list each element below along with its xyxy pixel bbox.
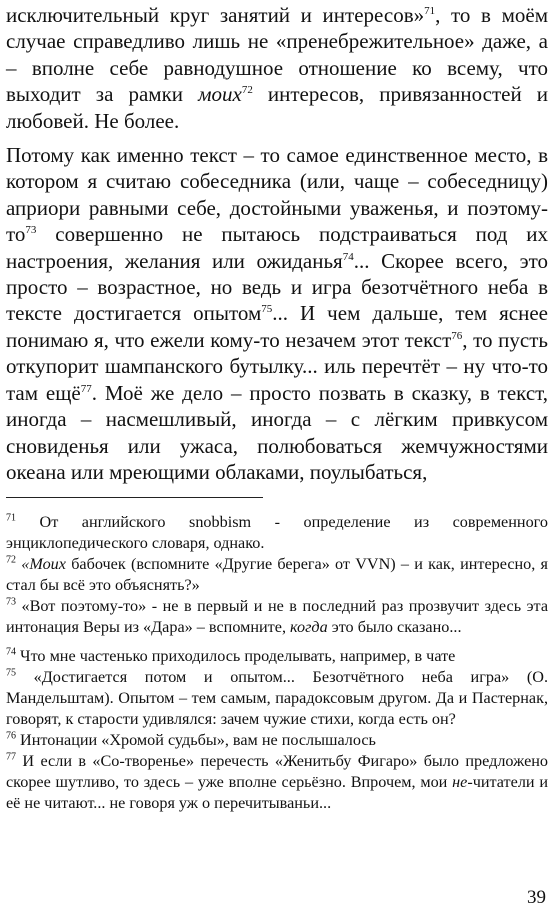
text-run: ... Скорее всего, это просто – возрастное, но ведь и игра безотчётного неба в тексте достигается опытом	[6, 248, 548, 326]
footnote-text: бабочек (вспомните «Другие берега» от VVN) – и как, интересно, я стал бы всё это объяснять?»	[6, 555, 548, 594]
text-run: Потому как именно текст – то самое единственное место, в котором я считаю собеседника (или, чаще – собеседницу) априори равными себе, достойными уваженья, и поэтому-то	[6, 143, 548, 247]
footnote-number: 75	[6, 667, 16, 679]
footnote-74	[6, 646, 548, 667]
footnote-text: «Достигается потом и опытом... Безотчётного неба игра» (О. Мандельштам). Опытом – тем самым, парадоксовым другом. Да и Пастернак, говорят, к старости удивлялся: зачем чужие стихи, когда есть он?	[6, 668, 549, 728]
footnote-text: это было сказано...	[327, 618, 462, 636]
footnote-number: 72	[6, 554, 16, 566]
footnote-ref: 75	[261, 303, 273, 316]
footnote-number: 74	[6, 646, 16, 658]
page-number: 39	[527, 887, 546, 908]
text-run: исключительный круг занятий и интересов»	[6, 3, 425, 27]
footnote-text: Интонации «Хромой судьбы», вам не послышалось	[20, 731, 376, 749]
footnote-ref: 71	[424, 5, 436, 17]
text-run: , то пусть откупорит шампанского бутылку... иль перечтёт – ну что-то там ещё	[6, 327, 548, 405]
paragraph	[6, 2, 548, 134]
footnote-77	[6, 751, 548, 814]
footnote-text: Что мне частенько приходилось проделывать, например, в чате	[20, 647, 456, 665]
footnote-text: От английского snobbism - определение из современного энциклопедического словаря, однако.	[6, 513, 548, 552]
footnote-divider	[6, 497, 263, 498]
paragraph	[6, 142, 548, 485]
footnote-number: 77	[6, 751, 16, 763]
emphasis: не	[452, 773, 468, 791]
footnote-ref: 76	[451, 329, 463, 342]
footnote-ref: 74	[342, 250, 354, 263]
emphasis: моих	[198, 82, 242, 107]
footnotes	[6, 512, 548, 814]
footnote-text: «Вот поэтому-то» - не в первый и не в последний раз прозвучит здесь эта интонация Веры из «Дара» – вспомните,	[6, 597, 548, 636]
footnote-ref: 73	[25, 224, 37, 237]
footnote-number: 76	[6, 730, 16, 742]
text-run: ... И чем дальше, тем яснее понимаю я, что ежели кому-то незачем этот текст	[6, 301, 548, 352]
emphasis: когда	[290, 618, 328, 636]
text-run: , то в моём случае справедливо лишь не «пренебрежительное» даже, а – вполне себе равнодушное отношение ко всему, что выходит за рамки	[6, 3, 548, 107]
footnote-ref: 72	[241, 84, 253, 97]
footnote-76	[6, 730, 548, 751]
footnote-73	[6, 596, 548, 638]
footnote-71	[6, 512, 548, 554]
text-run: совершенно не пытаюсь подстраиваться под их настроения, желания или ожиданья	[6, 222, 548, 273]
footnote-number: 73	[6, 596, 16, 608]
emphasis: «Моих	[21, 555, 66, 573]
main-text	[6, 2, 548, 485]
text-run: . Моё же дело – просто позвать в сказку, в текст, иногда – насмешливый, иногда – с лёгким привкусом сновиденья или ужаса, полюбоваться жемчужностями океана или мреющими облаками, поулыбаться,	[6, 380, 548, 484]
footnote-text: -читатели и её не читают... не говоря уж о перечитываньи...	[6, 773, 548, 812]
footnote-ref: 77	[80, 382, 92, 395]
footnote-72	[6, 554, 548, 596]
text-run: интересов, привязанностей и любовей. Не более.	[6, 82, 548, 133]
footnote-text: И если в «Со-творенье» перечесть «Женитьбу Фигаро» было предложено скорее шутливо, то здесь – уже вполне серьёзно. Впрочем, мои	[6, 752, 549, 791]
footnote-number: 71	[6, 512, 16, 524]
footnote-75	[6, 667, 548, 730]
